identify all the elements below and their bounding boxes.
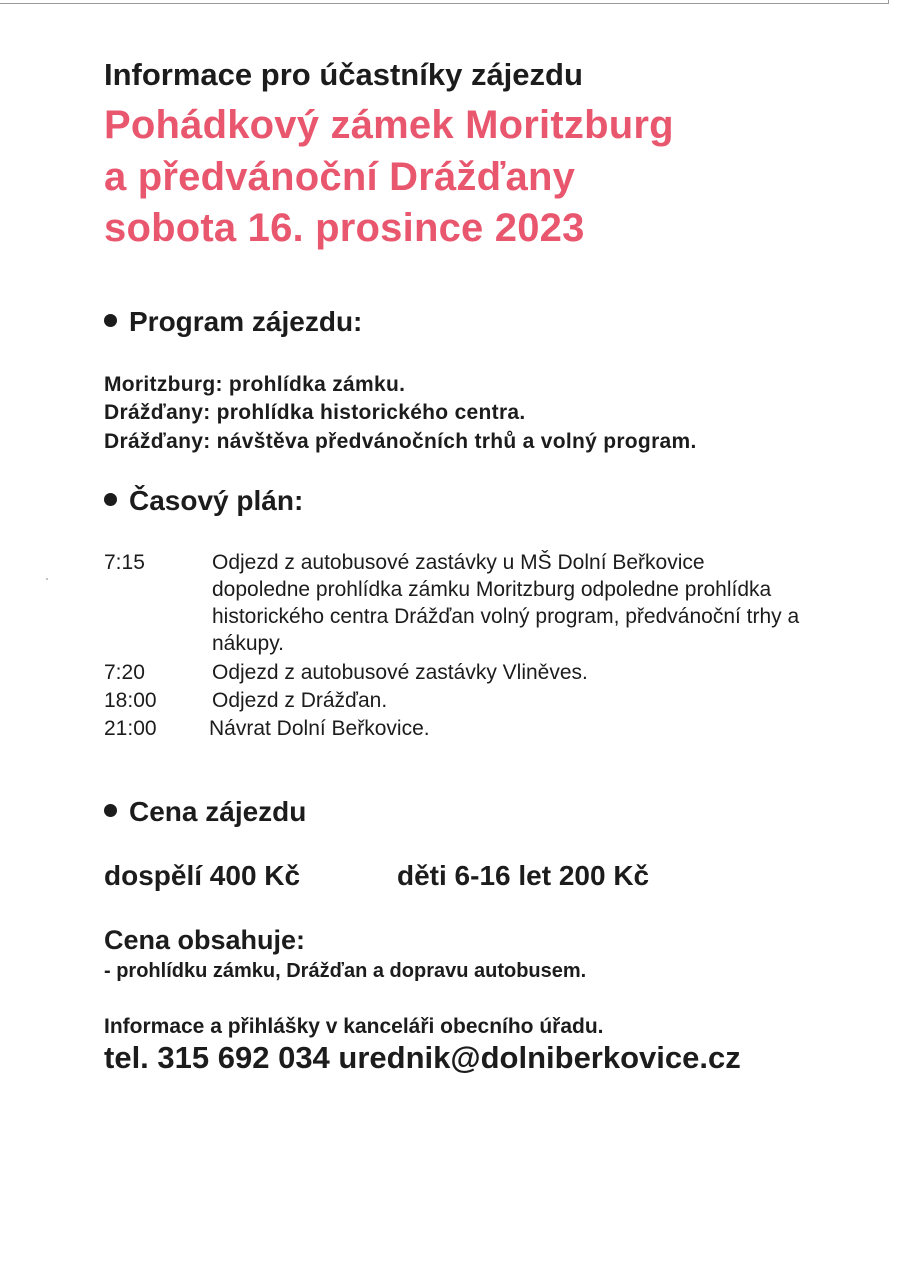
intro-heading: Informace pro účastníky zájezdu	[104, 57, 583, 92]
bullet-icon	[104, 314, 117, 327]
program-item: Moritzburg: prohlídka zámku.	[104, 373, 406, 396]
trip-date: sobota 16. prosince 2023	[104, 206, 585, 250]
schedule-text: Návrat Dolní Beřkovice.	[209, 717, 430, 740]
price-heading-label: Cena zájezdu	[129, 796, 307, 827]
program-heading	[104, 306, 362, 338]
price-children: děti 6-16 let 200 Kč	[397, 860, 650, 891]
corner-edge-rule	[888, 0, 889, 4]
schedule-time: 7:20	[104, 661, 145, 684]
bullet-icon	[104, 493, 117, 506]
schedule-text: Odjezd z Drážďan.	[212, 689, 388, 712]
contact-phone-email: tel. 315 692 034 urednik@dolniberkovice.cz	[104, 1040, 741, 1075]
program-item: Drážďany: návštěva předvánočních trhů a volný program.	[104, 430, 697, 453]
schedule-time: 7:15	[104, 551, 145, 574]
schedule-heading-label: Časový plán:	[129, 485, 304, 516]
trip-title-line-1: Pohádkový zámek Moritzburg	[104, 103, 674, 147]
price-heading	[104, 796, 306, 828]
top-edge-rule	[0, 3, 888, 4]
schedule-text: Odjezd z autobusové zastávky Vliněves.	[212, 661, 588, 684]
includes-text: - prohlídku zámku, Drážďan a dopravu autobusem.	[104, 960, 587, 982]
schedule-time: 21:00	[104, 717, 157, 740]
contact-info: Informace a přihlášky v kanceláři obecního úřadu.	[104, 1015, 604, 1038]
price-adults: dospělí 400 Kč	[104, 860, 301, 891]
bullet-icon	[104, 804, 117, 817]
trip-title-line-2: a předvánoční Drážďany	[104, 155, 576, 199]
schedule-heading	[104, 485, 303, 517]
scan-speck	[46, 578, 48, 580]
includes-heading: Cena obsahuje:	[104, 925, 306, 955]
program-item: Drážďany: prohlídka historického centra.	[104, 401, 526, 424]
schedule-text: Odjezd z autobusové zastávky u MŠ Dolní Beřkovice dopoledne prohlídka zámku Moritzburg odpoledne prohlídka historického centra Drážďan volný program, předvánoční trhy a nákupy.	[212, 551, 800, 655]
schedule-time: 18:00	[104, 689, 157, 712]
program-heading-label: Program zájezdu:	[129, 306, 363, 337]
